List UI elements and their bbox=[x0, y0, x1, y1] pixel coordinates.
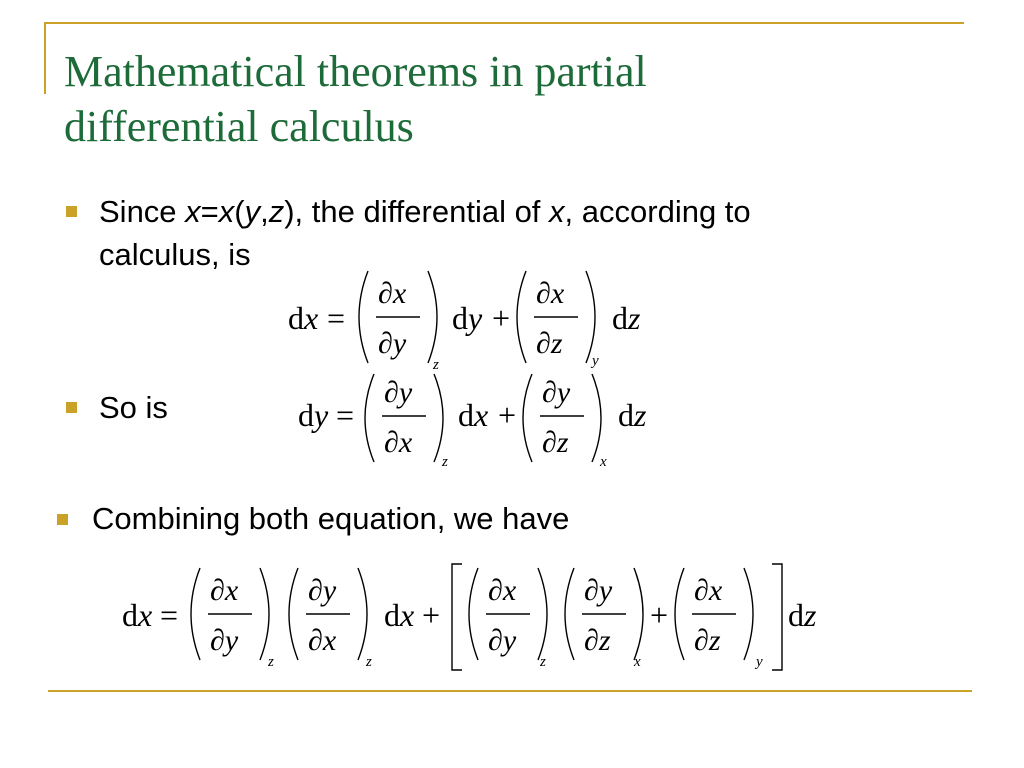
title-line-2: differential calculus bbox=[64, 102, 414, 151]
svg-text:y: y bbox=[592, 353, 599, 369]
svg-text:z: z bbox=[540, 654, 546, 670]
svg-text:dy: dy bbox=[298, 397, 329, 433]
svg-text:+: + bbox=[650, 597, 669, 633]
svg-text:dx: dx bbox=[122, 597, 153, 633]
svg-text:dz: dz bbox=[788, 597, 817, 633]
svg-text:∂y: ∂y bbox=[378, 327, 407, 360]
bullet-marker-2 bbox=[66, 402, 77, 413]
equation-1 bbox=[280, 265, 660, 373]
bullet-2-text: So is bbox=[99, 390, 168, 425]
bullet-marker-1 bbox=[66, 206, 77, 217]
svg-text:dy: dy bbox=[452, 300, 483, 336]
svg-text:∂z: ∂z bbox=[542, 426, 569, 459]
svg-text:=: = bbox=[160, 597, 179, 633]
svg-text:∂z: ∂z bbox=[694, 624, 721, 657]
svg-text:∂y: ∂y bbox=[584, 574, 613, 607]
svg-text:∂x: ∂x bbox=[308, 624, 337, 657]
svg-text:=: = bbox=[336, 397, 355, 433]
svg-text:+: + bbox=[498, 397, 517, 433]
svg-text:z: z bbox=[442, 454, 448, 470]
svg-text:dx: dx bbox=[458, 397, 489, 433]
equation-2 bbox=[290, 370, 660, 470]
title-line-1: Mathematical theorems in partial bbox=[64, 47, 647, 96]
footer-rule bbox=[48, 690, 972, 692]
svg-text:∂y: ∂y bbox=[542, 376, 571, 409]
svg-text:z: z bbox=[268, 654, 274, 670]
svg-text:∂z: ∂z bbox=[584, 624, 611, 657]
title-frame-vertical bbox=[44, 22, 46, 94]
svg-text:z: z bbox=[366, 654, 372, 670]
svg-text:∂y: ∂y bbox=[384, 376, 413, 409]
svg-text:∂x: ∂x bbox=[378, 277, 407, 310]
bullet-1-line-2: calculus, is bbox=[99, 237, 251, 272]
bullet-1-line-1: Since x=x(y,z), the differential of x, according to bbox=[99, 194, 751, 229]
svg-text:∂x: ∂x bbox=[488, 574, 517, 607]
svg-text:∂y: ∂y bbox=[210, 624, 239, 657]
bullet-1-text bbox=[99, 190, 899, 276]
bullet-3-text: Combining both equation, we have bbox=[92, 501, 570, 536]
svg-text:∂x: ∂x bbox=[694, 574, 723, 607]
svg-text:+: + bbox=[422, 597, 441, 633]
svg-text:z: z bbox=[433, 357, 439, 373]
svg-text:∂y: ∂y bbox=[308, 574, 337, 607]
slide-title bbox=[64, 44, 944, 154]
svg-text:dx: dx bbox=[288, 300, 319, 336]
svg-text:+: + bbox=[492, 300, 511, 336]
svg-text:∂x: ∂x bbox=[210, 574, 239, 607]
svg-text:x: x bbox=[634, 654, 641, 670]
svg-text:dz: dz bbox=[612, 300, 641, 336]
svg-text:=: = bbox=[327, 300, 346, 336]
svg-text:dz: dz bbox=[618, 397, 647, 433]
title-frame-horizontal bbox=[44, 22, 964, 24]
bullet-marker-3 bbox=[57, 514, 68, 525]
equation-3 bbox=[118, 560, 838, 672]
svg-text:dx: dx bbox=[384, 597, 415, 633]
svg-text:∂y: ∂y bbox=[488, 624, 517, 657]
svg-text:x: x bbox=[600, 454, 607, 470]
svg-text:y: y bbox=[756, 654, 763, 670]
svg-text:∂x: ∂x bbox=[384, 426, 413, 459]
svg-text:∂z: ∂z bbox=[536, 327, 563, 360]
svg-text:∂x: ∂x bbox=[536, 277, 565, 310]
